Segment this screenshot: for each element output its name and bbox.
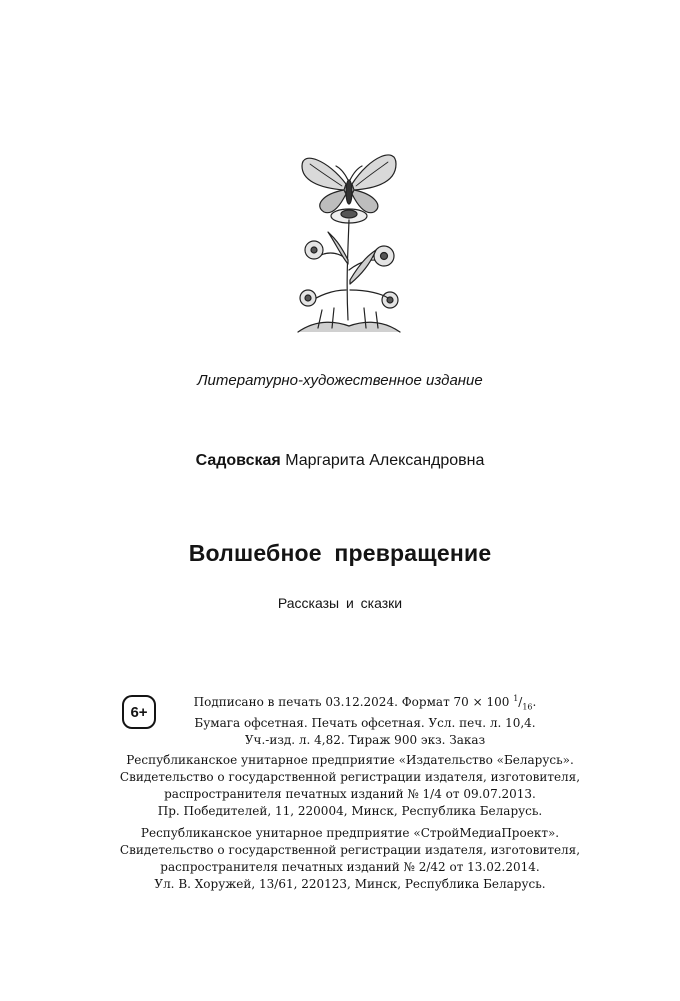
printer-line: Ул. В. Хоружей, 13/61, 220123, Минск, Республика Беларусь. bbox=[154, 877, 546, 891]
format-fraction: $^1/_{16}$ bbox=[513, 694, 533, 712]
imprint-line-1: Подписано в печать 03.12.2024. Формат 70 × 100 $^1/_{16}$. bbox=[193, 694, 537, 712]
publisher-info bbox=[100, 752, 600, 820]
imprint-details bbox=[160, 690, 570, 749]
publisher-line: Пр. Победителей, 11, 220004, Минск, Республика Беларусь. bbox=[157, 804, 543, 818]
imprint-line-2: Бумага офсетная. Печать офсетная. Усл. печ. л. 10,4. bbox=[194, 716, 536, 731]
printer-info bbox=[100, 825, 600, 893]
edition-type: Литературно-художественное издание bbox=[197, 372, 483, 389]
imprint-format: Подписано в печать 03.12.2024. Формат 70 × 100 bbox=[193, 695, 510, 709]
book-subtitle: Рассказы и сказки bbox=[277, 595, 403, 611]
format-numerator: 1 bbox=[513, 694, 519, 703]
format-denominator: 16 bbox=[522, 702, 533, 712]
author-surname: Садовская bbox=[195, 452, 281, 469]
imprint-line-3: Уч.-изд. л. 4,82. Тираж 900 экз. Заказ bbox=[244, 733, 486, 748]
publisher-line: распространителя печатных изданий № 1/4 от 09.07.2013. bbox=[164, 787, 536, 801]
printer-line: Республиканское унитарное предприятие «СтройМедиаПроект». bbox=[140, 826, 560, 840]
butterfly-flower-illustration bbox=[288, 140, 410, 340]
publisher-line: Свидетельство о государственной регистрации издателя, изготовителя, bbox=[119, 770, 581, 784]
age-rating-badge: 6+ bbox=[122, 695, 156, 729]
author-given-names: Маргарита Александровна bbox=[285, 452, 485, 469]
author-name bbox=[0, 452, 680, 470]
printer-line: распространителя печатных изданий № 2/42 от 13.02.2014. bbox=[160, 860, 540, 874]
publisher-line: Республиканское унитарное предприятие «Издательство «Беларусь». bbox=[126, 753, 574, 767]
printer-line: Свидетельство о государственной регистрации издателя, изготовителя, bbox=[119, 843, 581, 857]
book-title: Волшебное превращение bbox=[188, 540, 492, 566]
